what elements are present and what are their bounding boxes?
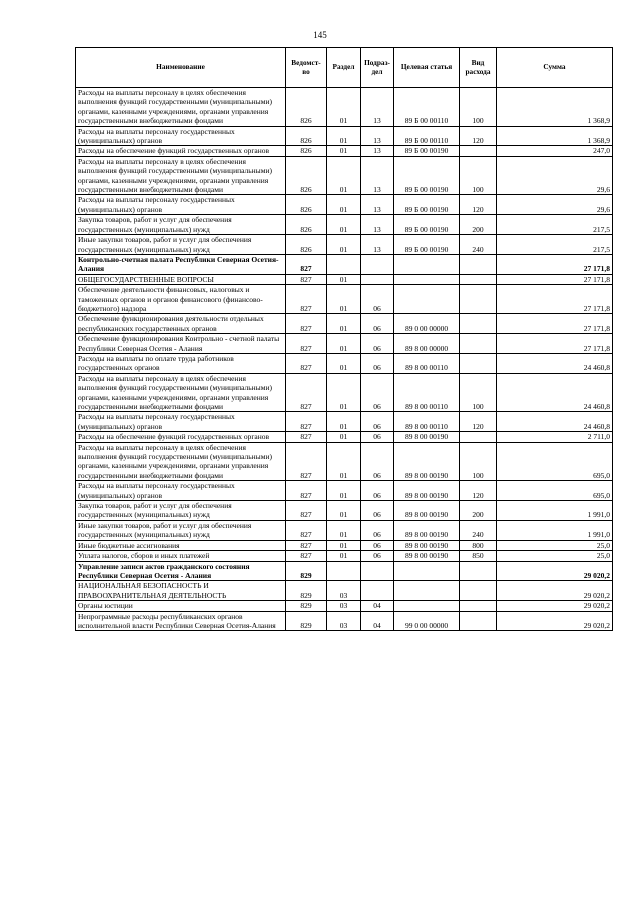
row-dept: 826 — [286, 215, 327, 235]
row-name: Расходы на обеспечение функций государственных органов — [76, 146, 286, 156]
row-subsection — [361, 274, 394, 284]
row-amount: 29,6 — [497, 156, 613, 195]
row-expense-type — [460, 611, 497, 631]
row-amount: 29,6 — [497, 195, 613, 215]
row-section: 01 — [327, 215, 361, 235]
row-dept: 826 — [286, 126, 327, 146]
row-subsection — [361, 581, 394, 601]
row-section: 01 — [327, 501, 361, 521]
table-row — [76, 334, 613, 354]
table-row — [76, 412, 613, 432]
row-name: Расходы на выплаты персоналу в целях обеспечения выполнения функций государственными (муниципальными) органами, казенными учреждениями, органами управления государственными внебюджетными фондами — [76, 156, 286, 195]
row-target: 89 Б 00 00190 — [394, 235, 460, 255]
row-dept: 826 — [286, 146, 327, 156]
row-amount: 29 020,2 — [497, 611, 613, 631]
row-amount: 1 368,9 — [497, 88, 613, 127]
row-expense-type: 100 — [460, 442, 497, 481]
header-subsection: Подраз-дел — [361, 48, 394, 88]
row-amount: 695,0 — [497, 481, 613, 501]
row-subsection: 13 — [361, 156, 394, 195]
row-section: 01 — [327, 235, 361, 255]
row-subsection: 13 — [361, 88, 394, 127]
row-dept: 827 — [286, 285, 327, 314]
table-row — [76, 601, 613, 611]
row-section — [327, 561, 361, 581]
row-target: 89 8 00 00000 — [394, 334, 460, 354]
row-section: 03 — [327, 611, 361, 631]
row-subsection: 06 — [361, 285, 394, 314]
row-name: Расходы на выплаты персоналу государственных (муниципальных) органов — [76, 412, 286, 432]
row-target: 89 Б 00 00190 — [394, 195, 460, 215]
table-row — [76, 581, 613, 601]
row-target: 89 8 00 00190 — [394, 432, 460, 442]
row-section: 01 — [327, 481, 361, 501]
row-expense-type: 800 — [460, 540, 497, 550]
row-target: 89 8 00 00190 — [394, 481, 460, 501]
row-expense-type: 120 — [460, 195, 497, 215]
table-row — [76, 156, 613, 195]
row-section: 01 — [327, 314, 361, 334]
row-subsection: 06 — [361, 520, 394, 540]
table-row — [76, 314, 613, 334]
row-subsection: 04 — [361, 601, 394, 611]
row-section: 01 — [327, 540, 361, 550]
row-section: 01 — [327, 412, 361, 432]
table-row — [76, 373, 613, 412]
table-row — [76, 195, 613, 215]
row-name: Иные закупки товаров, работ и услуг для обеспечения государственных (муниципальных) нужд — [76, 235, 286, 255]
row-amount: 29 020,2 — [497, 561, 613, 581]
row-target: 99 0 00 00000 — [394, 611, 460, 631]
row-dept: 827 — [286, 373, 327, 412]
header-name: Наименование — [76, 48, 286, 88]
table-row — [76, 254, 613, 274]
row-section: 01 — [327, 126, 361, 146]
table-row — [76, 442, 613, 481]
row-dept: 827 — [286, 334, 327, 354]
row-subsection — [361, 561, 394, 581]
row-target: 89 Б 00 00110 — [394, 126, 460, 146]
row-amount: 27 171,8 — [497, 285, 613, 314]
row-expense-type: 120 — [460, 481, 497, 501]
row-subsection: 06 — [361, 353, 394, 373]
row-subsection: 13 — [361, 195, 394, 215]
row-subsection: 06 — [361, 481, 394, 501]
row-dept: 827 — [286, 520, 327, 540]
row-amount: 24 460,8 — [497, 373, 613, 412]
page-number: 145 — [313, 30, 327, 40]
row-expense-type — [460, 334, 497, 354]
row-amount: 27 171,8 — [497, 314, 613, 334]
row-amount: 29 020,2 — [497, 581, 613, 601]
row-expense-type: 850 — [460, 551, 497, 561]
row-name: Закупка товаров, работ и услуг для обеспечения государственных (муниципальных) нужд — [76, 501, 286, 521]
table-body — [76, 88, 613, 631]
row-target — [394, 561, 460, 581]
row-dept: 826 — [286, 235, 327, 255]
row-expense-type — [460, 561, 497, 581]
row-target: 89 Б 00 00190 — [394, 215, 460, 235]
table-row — [76, 274, 613, 284]
row-dept: 826 — [286, 195, 327, 215]
row-subsection: 06 — [361, 442, 394, 481]
row-name: Расходы на выплаты персоналу в целях обеспечения выполнения функций государственными (муниципальными) органами, казенными учреждениями, органами управления государственными внебюджетными фондами — [76, 88, 286, 127]
row-dept: 827 — [286, 442, 327, 481]
table-row — [76, 146, 613, 156]
row-expense-type: 100 — [460, 88, 497, 127]
row-expense-type — [460, 274, 497, 284]
row-name: Органы юстиции — [76, 601, 286, 611]
row-subsection: 13 — [361, 126, 394, 146]
header-expense-type: Вид расхода — [460, 48, 497, 88]
row-expense-type — [460, 314, 497, 334]
row-target: 89 Б 00 00190 — [394, 156, 460, 195]
row-expense-type — [460, 601, 497, 611]
row-amount: 247,0 — [497, 146, 613, 156]
row-section: 01 — [327, 274, 361, 284]
row-target: 89 8 00 00190 — [394, 520, 460, 540]
row-dept: 827 — [286, 274, 327, 284]
row-section: 01 — [327, 442, 361, 481]
header-target: Целевая статья — [394, 48, 460, 88]
row-section: 01 — [327, 432, 361, 442]
row-expense-type — [460, 285, 497, 314]
row-dept: 827 — [286, 353, 327, 373]
row-expense-type — [460, 146, 497, 156]
row-section: 01 — [327, 520, 361, 540]
row-section: 01 — [327, 156, 361, 195]
row-name: Управление записи актов гражданского состояния Республики Северная Осетия - Алания — [76, 561, 286, 581]
row-subsection: 06 — [361, 551, 394, 561]
row-target: 89 8 00 00190 — [394, 540, 460, 550]
table-row — [76, 285, 613, 314]
row-target — [394, 601, 460, 611]
row-section — [327, 254, 361, 274]
table-row — [76, 215, 613, 235]
row-subsection — [361, 254, 394, 274]
row-name: ОБЩЕГОСУДАРСТВЕННЫЕ ВОПРОСЫ — [76, 274, 286, 284]
row-name: Расходы на выплаты по оплате труда работников государственных органов — [76, 353, 286, 373]
row-dept: 827 — [286, 501, 327, 521]
row-amount: 27 171,8 — [497, 254, 613, 274]
table-row — [76, 520, 613, 540]
row-section: 01 — [327, 195, 361, 215]
row-dept: 827 — [286, 314, 327, 334]
row-subsection: 06 — [361, 334, 394, 354]
row-name: Иные бюджетные ассигнования — [76, 540, 286, 550]
row-target: 89 0 00 00000 — [394, 314, 460, 334]
table-header-row — [76, 48, 613, 88]
row-section: 01 — [327, 88, 361, 127]
row-subsection: 06 — [361, 432, 394, 442]
row-expense-type: 240 — [460, 235, 497, 255]
row-amount: 25,0 — [497, 540, 613, 550]
header-section: Раздел — [327, 48, 361, 88]
row-dept: 829 — [286, 561, 327, 581]
row-section: 01 — [327, 285, 361, 314]
row-subsection: 06 — [361, 373, 394, 412]
row-amount: 695,0 — [497, 442, 613, 481]
row-expense-type: 240 — [460, 520, 497, 540]
row-target: 89 Б 00 00190 — [394, 146, 460, 156]
row-subsection: 13 — [361, 146, 394, 156]
table-row — [76, 481, 613, 501]
row-name: Расходы на выплаты персоналу в целях обеспечения выполнения функций государственными (муниципальными) органами, казенными учреждениями, органами управления государственными внебюджетными фондами — [76, 373, 286, 412]
row-section: 01 — [327, 353, 361, 373]
row-target: 89 8 00 00190 — [394, 551, 460, 561]
row-dept: 827 — [286, 412, 327, 432]
row-expense-type — [460, 581, 497, 601]
row-amount: 1 991,0 — [497, 501, 613, 521]
row-name: Расходы на выплаты персоналу государственных (муниципальных) органов — [76, 481, 286, 501]
row-dept: 827 — [286, 432, 327, 442]
table-row — [76, 540, 613, 550]
row-target — [394, 274, 460, 284]
row-name: Обеспечение деятельности финансовых, налоговых и таможенных органов и органов финансового (финансово-бюджетного) надзора — [76, 285, 286, 314]
row-section: 03 — [327, 581, 361, 601]
table-row — [76, 611, 613, 631]
row-target: 89 Б 00 00110 — [394, 88, 460, 127]
row-subsection: 04 — [361, 611, 394, 631]
row-dept: 827 — [286, 481, 327, 501]
row-section: 01 — [327, 146, 361, 156]
row-name: Расходы на выплаты персоналу в целях обеспечения выполнения функций государственными (муниципальными) органами, казенными учреждениями, органами управления государственными внебюджетными фондами — [76, 442, 286, 481]
row-expense-type — [460, 254, 497, 274]
row-expense-type — [460, 353, 497, 373]
row-target — [394, 254, 460, 274]
row-section: 01 — [327, 334, 361, 354]
row-name: Обеспечение функционирования деятельности отдельных республиканских государственных органов — [76, 314, 286, 334]
row-subsection: 13 — [361, 215, 394, 235]
row-name: НАЦИОНАЛЬНАЯ БЕЗОПАСНОСТЬ И ПРАВООХРАНИТЕЛЬНАЯ ДЕЯТЕЛЬНОСТЬ — [76, 581, 286, 601]
row-target — [394, 285, 460, 314]
row-name: Контрольно-счетная палата Республики Северная Осетия-Алания — [76, 254, 286, 274]
row-dept: 826 — [286, 88, 327, 127]
row-expense-type: 100 — [460, 373, 497, 412]
row-name: Уплата налогов, сборов и иных платежей — [76, 551, 286, 561]
row-section: 01 — [327, 373, 361, 412]
row-name: Расходы на выплаты персоналу государственных (муниципальных) органов — [76, 126, 286, 146]
row-expense-type: 200 — [460, 501, 497, 521]
row-target: 89 8 00 00190 — [394, 442, 460, 481]
row-target: 89 8 00 00110 — [394, 373, 460, 412]
row-target: 89 8 00 00110 — [394, 353, 460, 373]
row-amount: 1 991,0 — [497, 520, 613, 540]
row-amount: 1 368,9 — [497, 126, 613, 146]
row-name: Расходы на обеспечение функций государственных органов — [76, 432, 286, 442]
row-dept: 829 — [286, 581, 327, 601]
budget-table — [75, 47, 613, 631]
row-amount: 2 711,0 — [497, 432, 613, 442]
row-amount: 217,5 — [497, 235, 613, 255]
row-dept: 829 — [286, 611, 327, 631]
row-section: 01 — [327, 551, 361, 561]
row-amount: 27 171,8 — [497, 334, 613, 354]
table-row — [76, 432, 613, 442]
row-expense-type: 120 — [460, 412, 497, 432]
row-subsection: 06 — [361, 501, 394, 521]
row-name: Закупка товаров, работ и услуг для обеспечения государственных (муниципальных) нужд — [76, 215, 286, 235]
header-amount: Сумма — [497, 48, 613, 88]
row-amount: 29 020,2 — [497, 601, 613, 611]
row-target — [394, 581, 460, 601]
row-amount: 24 460,8 — [497, 353, 613, 373]
row-name: Иные закупки товаров, работ и услуг для обеспечения государственных (муниципальных) нужд — [76, 520, 286, 540]
row-amount: 217,5 — [497, 215, 613, 235]
row-expense-type: 120 — [460, 126, 497, 146]
row-expense-type: 100 — [460, 156, 497, 195]
row-name: Обеспечение функционирования Контрольно - счетной палаты Республики Северная Осетия - Алания — [76, 334, 286, 354]
row-amount: 27 171,8 — [497, 274, 613, 284]
row-subsection: 13 — [361, 235, 394, 255]
table-row — [76, 551, 613, 561]
header-dept: Ведомст-во — [286, 48, 327, 88]
table-row — [76, 561, 613, 581]
table-row — [76, 235, 613, 255]
row-expense-type — [460, 432, 497, 442]
table-row — [76, 353, 613, 373]
row-subsection: 06 — [361, 314, 394, 334]
row-subsection: 06 — [361, 540, 394, 550]
row-amount: 24 460,8 — [497, 412, 613, 432]
row-dept: 826 — [286, 156, 327, 195]
table-row — [76, 126, 613, 146]
row-name: Непрограммные расходы республиканских органов исполнительной власти Республики Северная Осетия-Алания — [76, 611, 286, 631]
row-dept: 829 — [286, 601, 327, 611]
row-subsection: 06 — [361, 412, 394, 432]
table-row — [76, 501, 613, 521]
row-target: 89 8 00 00190 — [394, 501, 460, 521]
row-amount: 25,0 — [497, 551, 613, 561]
row-section: 03 — [327, 601, 361, 611]
row-target: 89 8 00 00110 — [394, 412, 460, 432]
row-expense-type: 200 — [460, 215, 497, 235]
row-dept: 827 — [286, 254, 327, 274]
row-name: Расходы на выплаты персоналу государственных (муниципальных) органов — [76, 195, 286, 215]
row-dept: 827 — [286, 540, 327, 550]
table-row — [76, 88, 613, 127]
row-dept: 827 — [286, 551, 327, 561]
